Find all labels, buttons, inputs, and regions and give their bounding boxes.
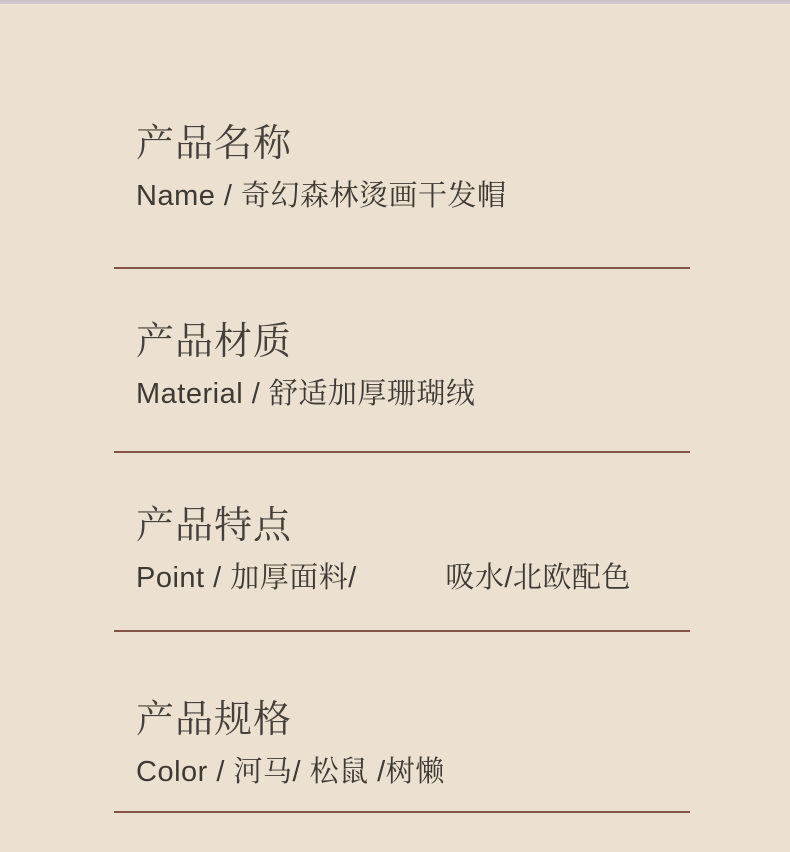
- section-divider: [114, 267, 690, 269]
- section-divider: [114, 811, 690, 813]
- section-divider: [114, 630, 690, 632]
- section-product-name: [136, 125, 736, 211]
- section-product-material: [136, 323, 736, 409]
- section-product-features: [136, 507, 736, 593]
- section-subtitle: Color / 河马/ 松鼠 /树懒: [136, 756, 445, 788]
- section-subtitle: Name / 奇幻森林烫画干发帽: [136, 180, 507, 212]
- section-product-specs: [136, 701, 736, 787]
- section-subtitle: Point / 加厚面料/ 吸水/北欧配色: [136, 562, 631, 594]
- section-title: 产品名称: [136, 123, 293, 165]
- section-title: 产品材质: [136, 321, 293, 363]
- section-title: 产品特点: [136, 505, 293, 547]
- section-divider: [114, 451, 690, 453]
- section-subtitle: Material / 舒适加厚珊瑚绒: [136, 378, 476, 410]
- section-title: 产品规格: [136, 699, 293, 741]
- top-edge-strip: [0, 0, 790, 4]
